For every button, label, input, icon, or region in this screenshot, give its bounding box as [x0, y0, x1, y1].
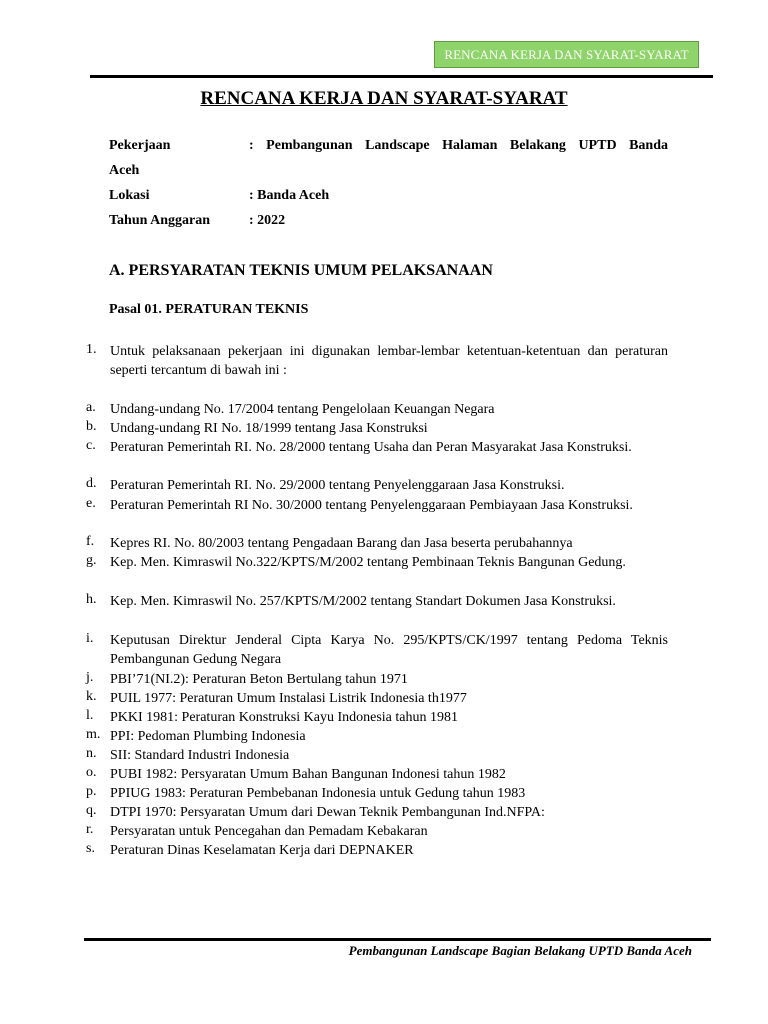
list-marker: k.: [86, 689, 97, 704]
list-item: Peraturan Pemerintah RI. No. 28/2000 tentang Usaha dan Peran Masyarakat Jasa Konstruksi.: [110, 440, 632, 455]
list-item: Persyaratan untuk Pencegahan dan Pemadam Kebakaran: [110, 824, 428, 839]
list-item: SII: Standard Industri Indonesia: [110, 748, 290, 763]
info-value: : 2022: [249, 213, 286, 228]
header-rule: [90, 75, 713, 78]
list-marker: d.: [86, 476, 97, 491]
intro-paragraph: Untuk pelaksanaan pekerjaan ini digunakan lembar-lembar ketentuan-ketentuan dan peraturan seperti tercantum di bawah ini :: [110, 344, 668, 378]
info-label: Lokasi: [109, 188, 150, 203]
list-marker: 1.: [86, 342, 97, 357]
list-marker: r.: [86, 822, 94, 837]
info-value: : Banda Aceh: [249, 188, 330, 203]
document-title: RENCANA KERJA DAN SYARAT-SYARAT: [200, 88, 568, 109]
list-marker: p.: [86, 784, 97, 799]
info-value-continuation: Aceh: [109, 163, 140, 178]
list-item: Keputusan Direktur Jenderal Cipta Karya No. 295/KPTS/CK/1997 tentang Pedoma Teknis Pembangunan Gedung Negara: [110, 633, 668, 667]
list-marker: s.: [86, 841, 95, 856]
list-item: PPIUG 1983: Peraturan Pembebanan Indonesia untuk Gedung tahun 1983: [110, 786, 526, 801]
info-value: : Pembangunan Landscape Halaman Belakang UPTD Banda: [249, 138, 668, 153]
footer-text: Pembangunan Landscape Bagian Belakang UPTD Banda Aceh: [348, 943, 692, 958]
list-marker: c.: [86, 438, 96, 453]
list-marker: q.: [86, 803, 97, 818]
list-marker: a.: [86, 400, 96, 415]
list-item: PPI: Pedoman Plumbing Indonesia: [110, 729, 306, 744]
list-item: Kepres RI. No. 80/2003 tentang Pengadaan Barang dan Jasa beserta perubahannya: [110, 536, 573, 551]
info-label: Tahun Anggaran: [109, 213, 211, 228]
list-item: PKKI 1981: Peraturan Konstruksi Kayu Indonesia tahun 1981: [110, 710, 459, 725]
info-label: Pekerjaan: [109, 138, 171, 153]
header-badge: RENCANA KERJA DAN SYARAT-SYARAT: [434, 41, 699, 68]
list-item: Undang-undang No. 17/2004 tentang Pengelolaan Keuangan Negara: [110, 402, 495, 417]
list-item: PUBI 1982: Persyaratan Umum Bahan Bangunan Indonesi tahun 1982: [110, 767, 506, 782]
list-marker: h.: [86, 592, 97, 607]
list-item: Undang-undang RI No. 18/1999 tentang Jasa Konstruksi: [110, 421, 428, 436]
list-marker: g.: [86, 553, 97, 568]
list-item: Kep. Men. Kimraswil No. 257/KPTS/M/2002 tentang Standart Dokumen Jasa Konstruksi.: [110, 594, 616, 609]
list-item: Peraturan Pemerintah RI. No. 29/2000 tentang Penyelenggaraan Jasa Konstruksi.: [110, 478, 565, 493]
list-marker: i.: [86, 631, 94, 646]
list-item: Kep. Men. Kimraswil No.322/KPTS/M/2002 tentang Pembinaan Teknis Bangunan Gedung.: [110, 555, 626, 570]
list-item: DTPI 1970: Persyaratan Umum dari Dewan Teknik Pembangunan Ind.NFPA:: [110, 805, 545, 820]
list-item: PBI’71(NI.2): Peraturan Beton Bertulang tahun 1971: [110, 672, 408, 687]
list-marker: o.: [86, 765, 97, 780]
list-item: PUIL 1977: Peraturan Umum Instalasi Listrik Indonesia th1977: [110, 691, 467, 706]
section-heading: A. PERSYARATAN TEKNIS UMUM PELAKSANAAN: [109, 262, 493, 279]
list-item: Peraturan Dinas Keselamatan Kerja dari DEPNAKER: [110, 843, 414, 858]
list-marker: m.: [86, 727, 101, 742]
list-marker: f.: [86, 534, 95, 549]
list-item: Peraturan Pemerintah RI No. 30/2000 tentang Penyelenggaraan Pembiayaan Jasa Konstruksi.: [110, 498, 633, 513]
list-marker: b.: [86, 419, 97, 434]
footer-rule: [84, 938, 711, 941]
list-marker: e.: [86, 496, 96, 511]
list-marker: l.: [86, 708, 94, 723]
pasal-heading: Pasal 01. PERATURAN TEKNIS: [109, 302, 309, 317]
list-marker: n.: [86, 746, 97, 761]
list-marker: j.: [86, 670, 94, 685]
